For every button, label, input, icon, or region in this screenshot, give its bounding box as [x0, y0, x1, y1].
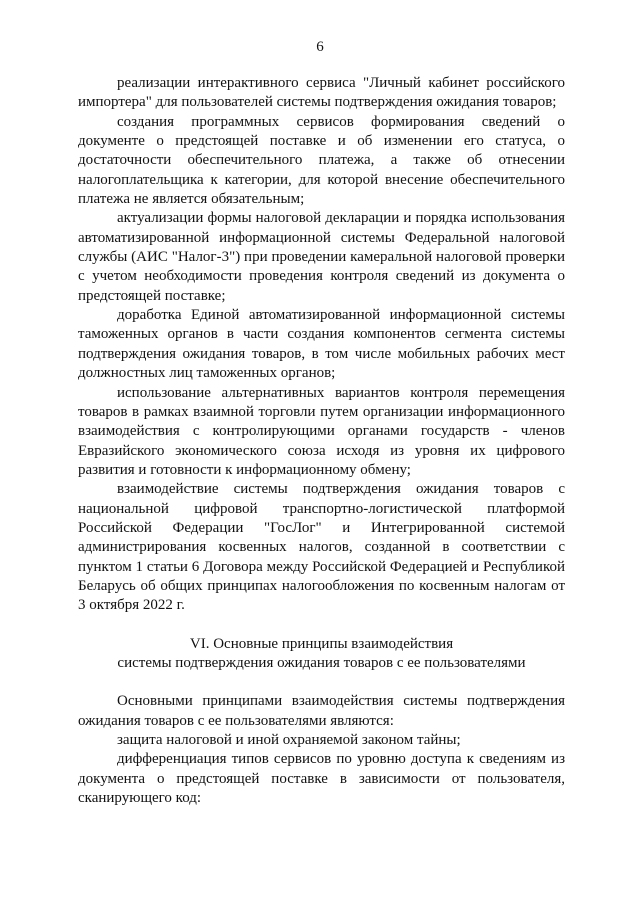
paragraph-secrecy-protection: защита налоговой и иной охраняемой законом тайны; [117, 732, 461, 748]
section-heading-line-1: VI. Основные принципы взаимодействия [189, 635, 454, 652]
paragraph-alternative-control: использование альтернативных вариантов контроля перемещения товаров в рамках взаимной торговли путем организации информационного взаимодействия с контролирующими органами государств - членов Евразийского экономического союза исходя из уровня их цифрового развития и готовности к информационному обмену; [78, 384, 565, 478]
paragraph-customs-system: доработка Единой автоматизированной информационной системы таможенных органов в части создания компонентов сегмента системы подтверждения ожидания товаров, в том числе мобильных рабочих мест должностных лиц таможенных органов; [78, 307, 565, 382]
paragraph-program-services: создания программных сервисов формирования сведений о документе о предстоящей поставке и об изменении его статуса, о достаточности обеспечительного платежа, а также об отнесении налогоплательщика к категории, для которой внесение обеспечительного платежа не является обязательным; [78, 113, 565, 208]
paragraph-importer-cabinet: реализации интерактивного сервиса "Личный кабинет российского импортера" для пользователей системы подтверждения ожидания товаров; [78, 75, 565, 111]
document-body [78, 74, 565, 808]
page-number: 6 [316, 39, 324, 55]
section-heading [78, 635, 565, 674]
paragraph-service-differentiation: дифференциация типов сервисов по уровню доступа к сведениям из документа о предстоящей поставке в зависимости от пользователя, сканирующего код: [78, 751, 565, 807]
paragraph-principles-intro: Основными принципами взаимодействия системы подтверждения ожидания товаров с ее пользователями являются: [78, 693, 565, 729]
section-heading-line-2: системы подтверждения ожидания товаров с ее пользователями [117, 654, 526, 671]
paragraph-tax-declaration: актуализации формы налоговой декларации и порядка использования автоматизированной информационной системы Федеральной налоговой службы (АИС "Налог-3") при проведении камеральной налоговой проверки с учетом необходимости проведения контроля сведений из документа о предстоящей поставке; [78, 210, 565, 304]
paragraph-goslog-interaction: взаимодействие системы подтверждения ожидания товаров с национальной цифровой транспортно-логистической платформой Российской Федерации "ГосЛог" и Интегрированной системой администрирования косвенных налогов, созданной в соответствии с пунктом 1 статьи 6 Договора между Российской Федерацией и Республикой Беларусь об общих принципах налогообложения по косвенным налогам от 3 октября 2022 г. [78, 481, 565, 614]
